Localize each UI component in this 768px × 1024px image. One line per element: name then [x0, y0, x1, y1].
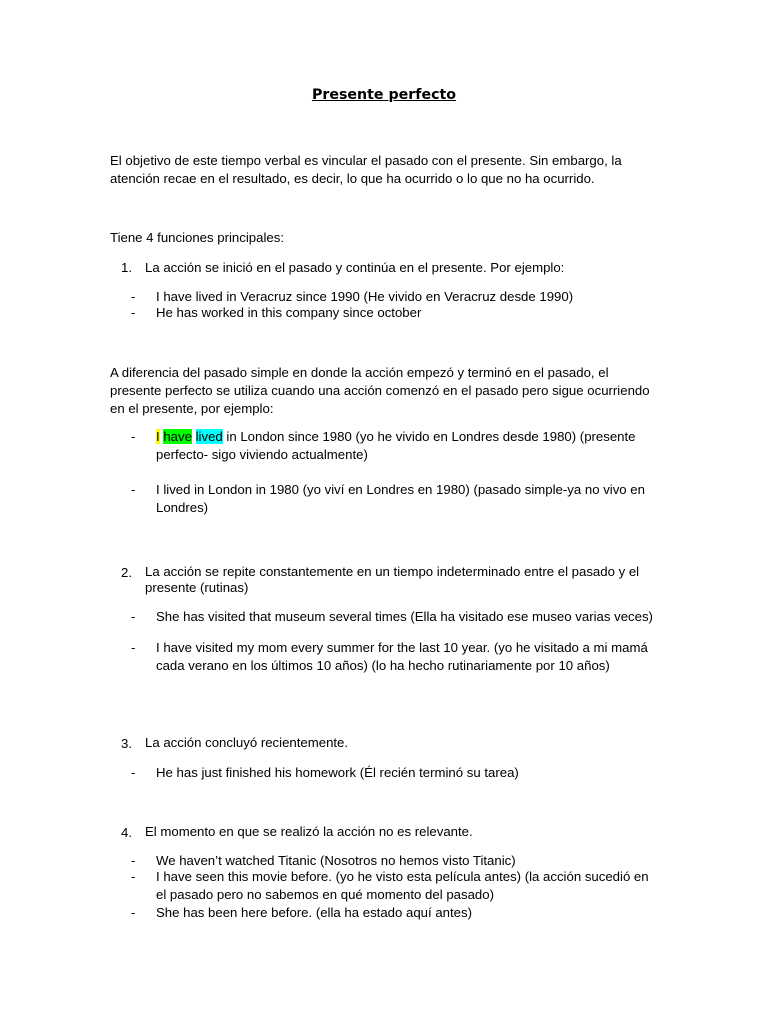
- contrast-example-1-rest: in London since 1980 (yo he vivido en Londres desde 1980) (presente perfecto- sigo viviendo actualmente): [156, 429, 636, 462]
- bullet-dash: -: [131, 869, 136, 884]
- bullet-dash: -: [131, 853, 136, 868]
- page-title: Presente perfecto: [311, 87, 457, 103]
- function-2-bullet-1: She has visited that museum several times (Ella ha visitado ese museo varias veces): [156, 609, 653, 624]
- bullet-dash: -: [131, 429, 136, 444]
- highlighted-word-have: have: [163, 429, 192, 444]
- function-2-text: La acción se repite constantemente en un tiempo indeterminado entre el pasado y el presente (rutinas): [145, 564, 640, 595]
- bullet-dash: -: [131, 289, 136, 304]
- function-3-bullet-1: He has just finished his homework (Él recién terminó su tarea): [156, 765, 519, 780]
- highlighted-word-i: I: [156, 429, 160, 444]
- bullet-dash: -: [131, 305, 136, 320]
- contrast-example-2: I lived in London in 1980 (yo viví en Londres en 1980) (pasado simple-ya no vivo en Londres): [156, 482, 645, 515]
- bullet-dash: -: [131, 905, 136, 920]
- list-number-2: 2.: [121, 565, 132, 580]
- function-1-text: La acción se inició en el pasado y continúa en el presente. Por ejemplo:: [145, 260, 565, 275]
- intro-paragraph: El objetivo de este tiempo verbal es vincular el pasado con el presente. Sin embargo, la atención recae en el resultado, es decir, lo que ha ocurrido o lo que no ha ocurrido.: [110, 153, 622, 186]
- function-4-bullet-3: She has been here before. (ella ha estado aquí antes): [156, 905, 472, 920]
- bullet-dash: -: [131, 765, 136, 780]
- function-1-bullet-2: He has worked in this company since october: [156, 305, 422, 320]
- function-4-text: El momento en que se realizó la acción no es relevante.: [145, 824, 473, 839]
- list-number-1: 1.: [121, 260, 132, 275]
- highlighted-word-lived: lived: [195, 429, 223, 444]
- function-1-bullet-1: I have lived in Veracruz since 1990 (He vivido en Veracruz desde 1990): [156, 289, 574, 304]
- bullet-dash: -: [131, 640, 136, 655]
- bullet-dash: -: [131, 482, 136, 497]
- contrast-paragraph: A diferencia del pasado simple en donde la acción empezó y terminó en el pasado, el presente perfecto se utiliza cuando una acción comenzó en el pasado pero sigue ocurriendo en el presente, por ejemplo:: [110, 365, 650, 416]
- functions-heading: Tiene 4 funciones principales:: [110, 230, 284, 245]
- function-4-bullet-1: We haven’t watched Titanic (Nosotros no hemos visto Titanic): [156, 853, 516, 868]
- function-3-text: La acción concluyó recientemente.: [145, 735, 349, 750]
- list-number-3: 3.: [121, 736, 132, 751]
- bullet-dash: -: [131, 609, 136, 624]
- function-4-bullet-2: I have seen this movie before. (yo he visto esta película antes) (la acción sucedió en el pasado pero no sabemos en qué momento del pasado): [156, 869, 649, 902]
- contrast-example-1: [156, 428, 656, 464]
- list-number-4: 4.: [121, 825, 132, 840]
- function-2-bullet-2: I have visited my mom every summer for the last 10 year. (yo he visitado a mi mamá cada verano en los últimos 10 años) (lo ha hecho rutinariamente por 10 años): [156, 640, 648, 673]
